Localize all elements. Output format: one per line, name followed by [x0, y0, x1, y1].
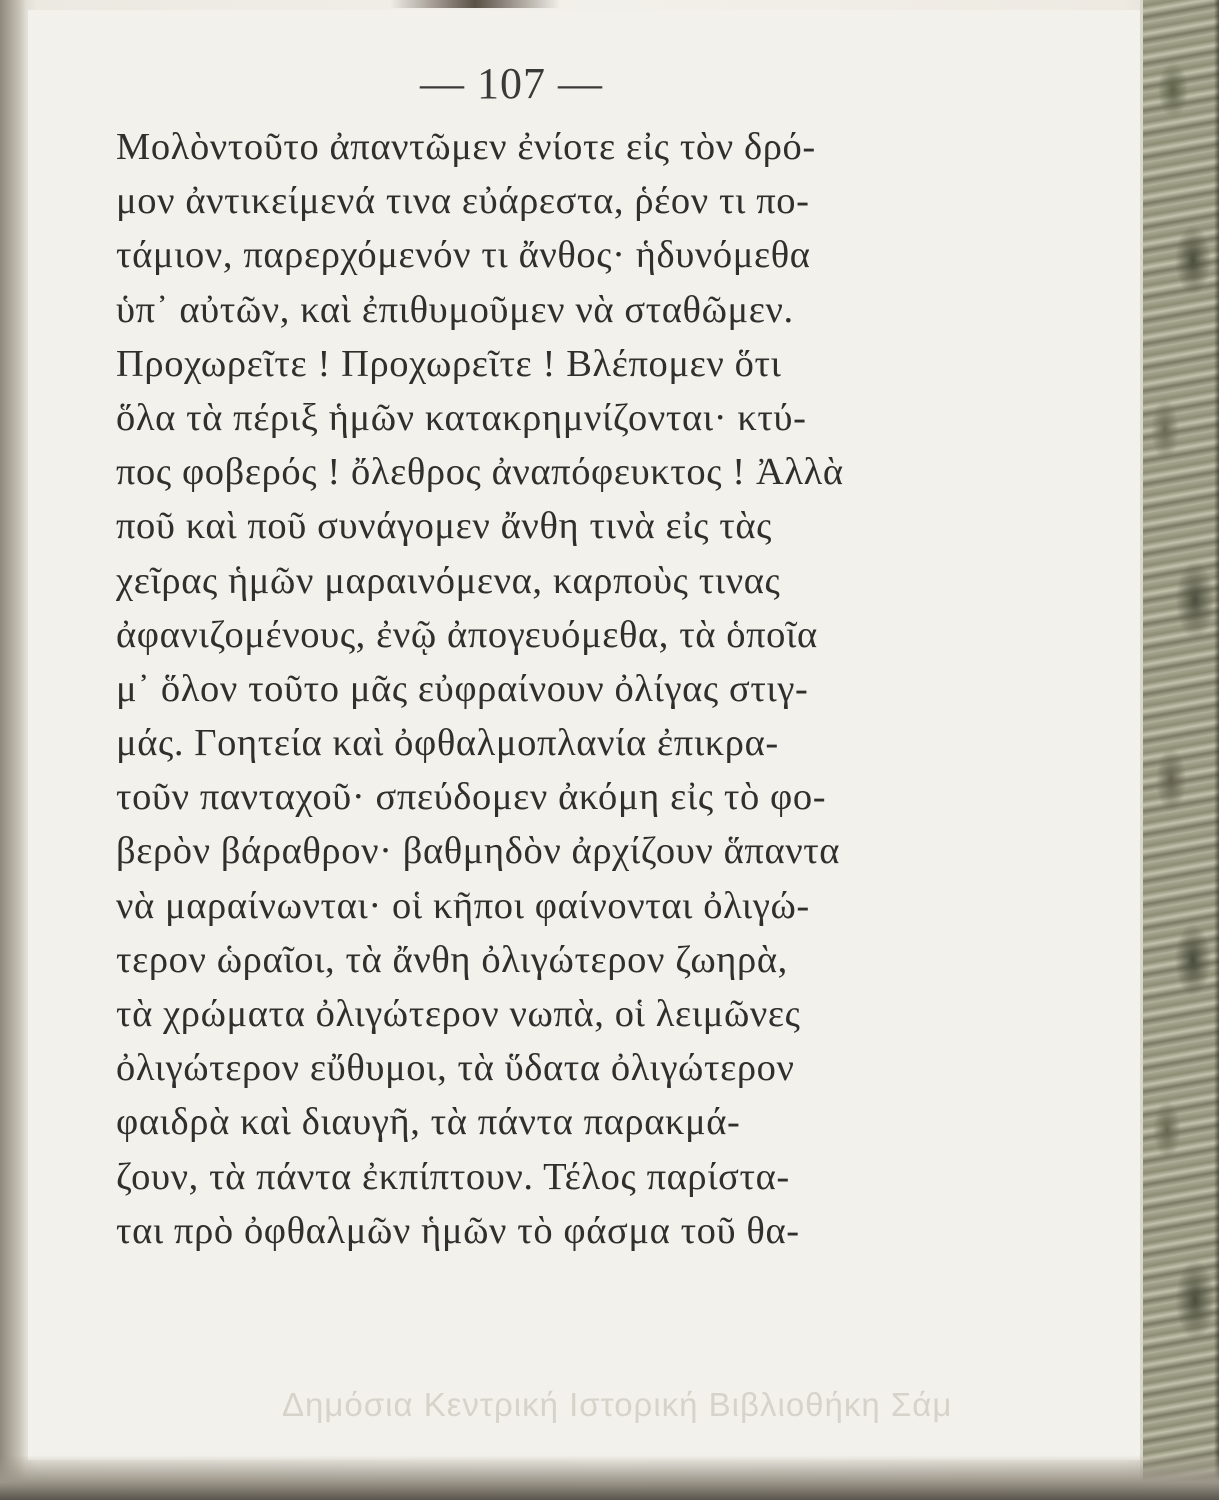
text-line: ὅλα τὰ πέριξ ἡμῶν κατακρημνίζονται· κτύ-	[116, 396, 807, 439]
text-line: μ᾽ ὅλον τοῦτο μᾶς εὐφραίνουν ὀλίγας στιγ-	[116, 667, 809, 710]
page-gutter-shadow	[0, 0, 26, 1500]
text-line: μάς. Γοητεία καὶ ὀφθαλμοπλανία ἐπικρα-	[116, 722, 779, 765]
text-line: ται πρὸ ὀφθαλμῶν ἡμῶν τὸ φάσμα τοῦ θα-	[116, 1209, 800, 1252]
page-number: — 107 —	[420, 59, 603, 108]
text-line: τοῦν πανταχοῦ· σπεύδομεν ἀκόμη εἰς τὸ φο-	[116, 776, 827, 819]
book-page	[28, 10, 1142, 1460]
text-line: πος φοβερός ! ὄλεθρος ἀναπόφευκτος ! Ἀλλὰ	[116, 451, 844, 494]
body-text	[116, 120, 1116, 1258]
text-line: τάμιον, παρερχόμενόν τι ἄνθος· ἡδυνόμεθα	[116, 234, 811, 277]
text-line: ποῦ καὶ ποῦ συνάγομεν ἄνθη τινὰ εἰς τὰς	[116, 505, 772, 548]
text-line: νὰ μαραίνωνται· οἱ κῆποι φαίνονται ὀλιγώ-	[116, 884, 810, 927]
binding-mark	[390, 0, 560, 8]
text-line: τὰ χρώματα ὀλιγώτερον νωπὰ, οἱ λειμῶνες	[116, 993, 801, 1035]
text-line: ὑπ᾽ αὐτῶν, καὶ ἐπιθυμοῦμεν νὰ σταθῶμεν.	[116, 288, 794, 331]
text-line: Μολὸντοῦτο ἀπαντῶμεν ἐνίοτε εἰς τὸν δρό-	[116, 126, 816, 168]
text-line: φαιδρὰ καὶ διαυγῆ, τὰ πάντα παρακμά-	[116, 1101, 741, 1144]
text-line: ζουν, τὰ πάντα ἐκπίπτουν. Τέλος παρίστα-	[116, 1155, 790, 1198]
text-line: βερὸν βάραθρον· βαθμηδὸν ἀρχίζουν ἅπαντα	[116, 830, 841, 873]
text-line: χεῖρας ἡμῶν μαραινόμενα, καρποὺς τινας	[116, 559, 781, 602]
text-line: ἀφανιζομένους, ἐνῷ ἀπογευόμεθα, τὰ ὁποῖα	[116, 613, 818, 656]
text-line: Προχωρεῖτε ! Προχωρεῖτε ! Βλέπομεν ὅτι	[116, 342, 782, 385]
text-line: ὀλιγώτερον εὔθυμοι, τὰ ὕδατα ὀλιγώτερον	[116, 1047, 795, 1090]
text-line: τερον ὡραῖοι, τὰ ἄνθη ὀλιγώτερον ζωηρὰ,	[116, 938, 788, 981]
text-line: μον ἀντικείμενά τινα εὐάρεστα, ῥέον τι πο-	[116, 180, 810, 223]
marbled-page-edge	[1140, 0, 1219, 1500]
library-watermark: Δημόσια Κεντρική Ιστορική Βιβλιοθήκη Σάμ	[282, 1386, 953, 1423]
bottom-edge-shadow	[0, 1455, 1219, 1500]
